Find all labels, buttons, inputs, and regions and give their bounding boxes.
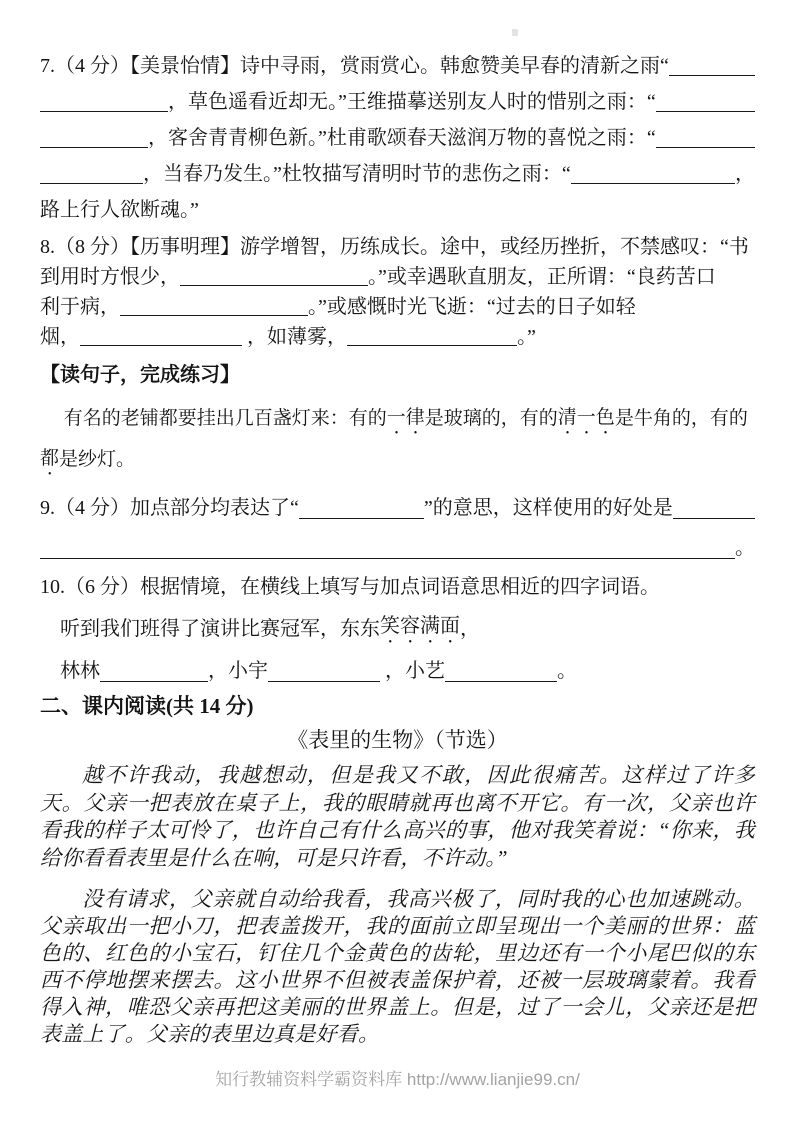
text-run: 烟，: [40, 326, 80, 348]
question-7-line: [40, 48, 755, 84]
question-8: [40, 232, 755, 352]
lantern-excerpt-line: [40, 398, 755, 439]
answer-blank: [445, 681, 557, 682]
text-run: 利于病，: [40, 296, 120, 318]
question-8-line: [40, 232, 755, 262]
question-8-line: [40, 262, 755, 292]
text-run: 是牛角的，有的: [614, 408, 748, 429]
text-run: 。”: [517, 326, 536, 348]
read-sentence-header: [40, 360, 755, 390]
read-sentence-header-line: [40, 360, 755, 390]
section-2-heading-line: [40, 690, 755, 722]
text-run: 10.（6 分）根据情境，在横线上填写与加点词语意思相近的四字词语。: [40, 576, 660, 598]
answer-blank: [40, 111, 168, 112]
text-run: ，: [735, 163, 755, 185]
lantern-excerpt: [40, 398, 755, 480]
question-10-line: [40, 570, 755, 606]
text-run: 【读句子，完成练习】: [40, 364, 240, 386]
question-7-line: [40, 192, 755, 228]
answer-blank: [656, 147, 755, 148]
answer-blank: [299, 518, 424, 519]
text-run: ，当春乃发生。”杜牧描写清明时节的悲伤之雨：“: [143, 163, 571, 185]
text-run: 是玻璃的，有的: [424, 408, 558, 429]
answer-blank: [268, 681, 380, 682]
emphasis-dotted-text: 都: [40, 448, 60, 469]
text-run: ，: [460, 618, 480, 640]
answer-blank: [571, 183, 735, 184]
text-run: 。: [735, 537, 755, 559]
text-run: 7.（4 分）【美景怡情】诗中寻雨，赏雨赏心。韩愈赞美早春的清新之雨“: [40, 55, 669, 77]
text-run: 听到我们班得了演讲比赛冠军，东东: [40, 618, 380, 640]
question-10: [40, 570, 755, 690]
question-8-line: [40, 292, 755, 322]
answer-blank: [80, 345, 242, 346]
question-9: [40, 488, 755, 568]
text-run: ，小宇: [208, 660, 268, 682]
emphasis-dotted-text: 一律: [386, 407, 425, 428]
content: [40, 48, 755, 1048]
text-run: 有名的老铺都要挂出几百盏灯来：有的: [40, 408, 387, 429]
question-9-line: [40, 488, 755, 528]
passage-paragraph-1: 越不许我动，我越想动，但是我又不敢，因此很痛苦。这样过了许多天。父亲一把表放在桌子上，我的眼睛就再也离不开它。有一次，父亲也许看我的样子太可怜了，也许自己有什么高兴的事，他对我笑着说：“你来，我给你看看表里是什么在响，可是只许看，不许动。”: [40, 763, 755, 870]
text-run: 二、课内阅读(共 14 分): [40, 694, 254, 718]
answer-blank: [347, 345, 517, 346]
text-run: ，客舍青青柳色新。”杜甫歌颂春天滋润万物的喜悦之雨：“: [148, 127, 656, 149]
text-run: 林林: [40, 660, 100, 682]
question-7: [40, 48, 755, 228]
scan-artifact-mark: [512, 29, 518, 36]
text-run: 到用时方恨少，: [40, 266, 180, 288]
answer-blank: [100, 681, 208, 682]
answer-blank: [40, 558, 735, 559]
question-8-line: [40, 322, 755, 352]
text-run: 是纱灯。: [59, 449, 136, 470]
answer-blank: [669, 75, 755, 76]
text-run: 。”或幸遇耿直朋友，正所谓：“良药苦口: [368, 266, 716, 288]
emphasis-dotted-text: 笑容满面: [380, 615, 460, 637]
text-run: ”的意思，这样使用的好处是: [423, 497, 673, 519]
text-run: ，如薄雾，: [242, 326, 347, 348]
question-7-line: [40, 156, 755, 192]
passage-paragraph-2: 没有请求，父亲就自动给我看，我高兴极了，同时我的心也加速跳动。父亲取出一把小刀，把表盖拨开，我的面前立即呈现出一个美丽的世界：蓝色的、红色的小宝石，钉住几个金黄色的齿轮，里边还有一个小尾巴似的东西不停地摆来摆去。这小世界不但被表盖保护着，还被一层玻璃蒙着。我看得入神，唯恐父亲再把这美丽的世界盖上。但是，过了一会儿，父亲还是把表盖上了。父亲的表里边真是好看。: [40, 887, 755, 1046]
question-10-line: [40, 606, 755, 648]
text-run: 路上行人欲断魂。”: [40, 199, 199, 221]
lantern-excerpt-line: [40, 439, 755, 480]
answer-blank: [120, 315, 308, 316]
answer-blank: [40, 183, 143, 184]
footer-watermark: 知行教辅资料学霸资料库 http://www.lianjie99.cn/: [215, 1070, 580, 1089]
text-run: 8.（8 分）【历事明理】游学增智，历练成长。途中，或经历挫折，不禁感叹：“书: [40, 236, 749, 258]
emphasis-dotted-text: 清一色: [557, 407, 615, 428]
passage-title: 《表里的生物》（节选）: [287, 728, 508, 752]
text-run: 。”或感慨时光飞逝：“过去的日子如轻: [308, 296, 636, 318]
question-9-line: [40, 528, 755, 568]
answer-blank: [180, 285, 368, 286]
section-2-heading: [40, 690, 755, 722]
text-run: 9.（4 分）加点部分均表达了“: [40, 497, 299, 519]
text-run: 。: [557, 660, 577, 682]
answer-blank: [673, 518, 755, 519]
question-7-line: [40, 120, 755, 156]
question-7-line: [40, 84, 755, 120]
answer-blank: [40, 147, 148, 148]
text-run: ，小艺: [380, 660, 445, 682]
text-run: ，草色遥看近却无。”王维描摹送别友人时的惜别之雨：“: [168, 91, 656, 113]
question-10-line: [40, 648, 755, 690]
answer-blank: [656, 111, 755, 112]
